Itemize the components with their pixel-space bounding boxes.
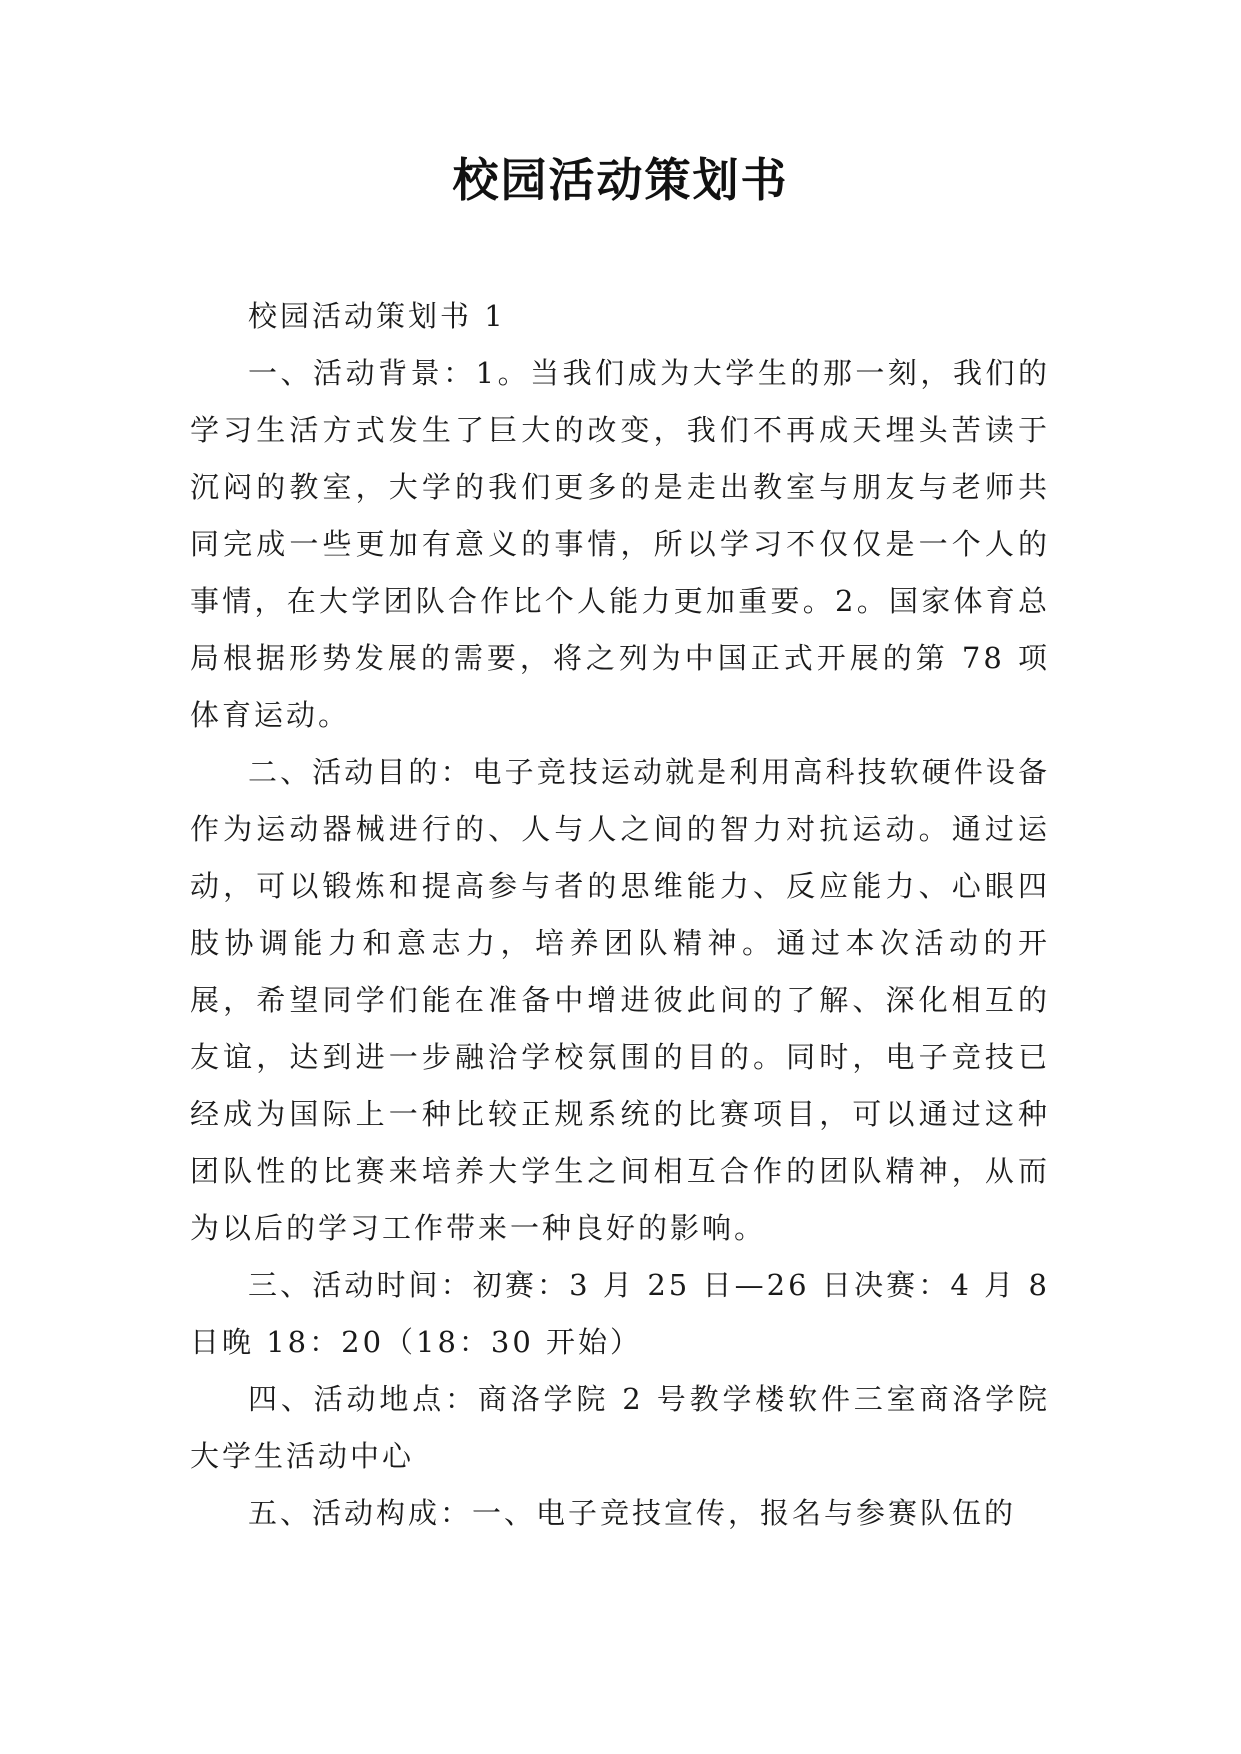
paragraph-location: 四、活动地点：商洛学院 2 号教学楼软件三室商洛学院大学生活动中心 bbox=[190, 1382, 1050, 1473]
paragraph-composition: 五、活动构成：一、电子竞技宣传，报名与参赛队伍的 bbox=[248, 1496, 1017, 1530]
document-body bbox=[190, 288, 1050, 1542]
document-title: 校园活动策划书 bbox=[452, 153, 789, 207]
paragraph-purpose: 二、活动目的：电子竞技运动就是利用高科技软硬件设备作为运动器械进行的、人与人之间的智力对抗运动。通过运动，可以锻炼和提高参与者的思维能力、反应能力、心眼四肢协调能力和意志力，培养团队精神。通过本次活动的开展，希望同学们能在准备中增进彼此间的了解、深化相互的友谊，达到进一步融洽学校氛围的目的。同时，电子竞技已经成为国际上一种比较正规系统的比赛项目，可以通过这种团队性的比赛来培养大学生之间相互合作的团队精神，从而为以后的学习工作带来一种良好的影响。 bbox=[190, 755, 1050, 1245]
paragraph-background: 一、活动背景：1。当我们成为大学生的那一刻，我们的学习生活方式发生了巨大的改变，我们不再成天埋头苦读于沉闷的教室，大学的我们更多的是走出教室与朋友与老师共同完成一些更加有意义的事情，所以学习不仅仅是一个人的事情，在大学团队合作比个人能力更加重要。2。国家体育总局根据形势发展的需要，将之列为中国正式开展的第 78 项体育运动。 bbox=[190, 356, 1050, 732]
paragraph-time: 三、活动时间：初赛：3 月 25 日—26 日决赛：4 月 8 日晚 18：20（18：30 开始） bbox=[190, 1268, 1050, 1359]
paragraph-heading: 校园活动策划书 1 bbox=[248, 299, 506, 333]
